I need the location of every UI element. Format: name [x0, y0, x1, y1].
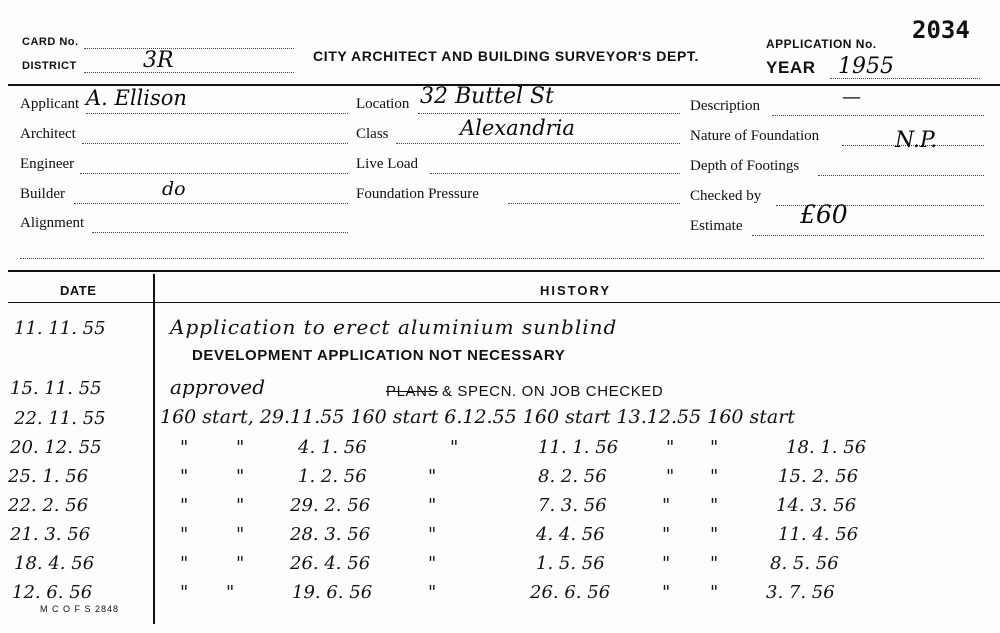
- row-8-ditto-3: ": [428, 524, 437, 545]
- year-label: YEAR: [766, 58, 816, 77]
- row-9-date: 18. 4. 56: [14, 553, 95, 574]
- applicant-value: A. Ellison: [86, 86, 187, 110]
- row-6-date-1: 1. 2. 56: [298, 466, 367, 487]
- builder-line: [74, 203, 348, 204]
- fields-bottom-line: [20, 258, 984, 259]
- card-no-label: CARD No.: [22, 36, 79, 48]
- row-6-date-3: 15. 2. 56: [778, 466, 859, 487]
- class-value: Alexandria: [460, 116, 575, 140]
- row-3-history: approved: [170, 375, 266, 399]
- description-line: [772, 115, 984, 116]
- location-value: 32 Buttel St: [420, 84, 554, 109]
- row-9-date-1: 26. 4. 56: [290, 553, 371, 574]
- engineer-line: [80, 173, 348, 174]
- form-code: M C O F S 2848: [40, 604, 120, 614]
- alignment-label: Alignment: [20, 215, 85, 231]
- row-7-date-1: 29. 2. 56: [290, 495, 371, 516]
- location-label: Location: [356, 96, 410, 112]
- row-4-date: 22. 11. 55: [14, 408, 106, 429]
- nature-of-foundation-label: Nature of Foundation: [690, 128, 820, 144]
- department-title: CITY ARCHITECT AND BUILDING SURVEYOR'S DEPT.: [313, 48, 699, 64]
- row-7-date-2: 7. 3. 56: [538, 495, 607, 516]
- location-line: [418, 113, 680, 114]
- foundation-pressure-line: [508, 203, 680, 204]
- live-load-label: Live Load: [356, 156, 419, 172]
- alignment-line: [92, 232, 348, 233]
- row-3-date: 15. 11. 55: [10, 378, 102, 399]
- table-top-rule: [8, 270, 1000, 272]
- class-line: [396, 143, 680, 144]
- row-7-ditto-1: ": [180, 495, 189, 516]
- row-6-date-2: 8. 2. 56: [538, 466, 607, 487]
- row-9-date-3: 8. 5. 56: [770, 553, 839, 574]
- row-6-ditto-5: ": [710, 466, 719, 487]
- row-7-ditto-3: ": [428, 495, 437, 516]
- row-5-date-2: 11. 1. 56: [538, 437, 619, 458]
- estimate-line: [752, 235, 984, 236]
- table-header-rule: [8, 302, 1000, 303]
- row-8-ditto-2: ": [236, 524, 245, 545]
- row-7-ditto-5: ": [710, 495, 719, 516]
- row-9-date-2: 1. 5. 56: [536, 553, 605, 574]
- row-10-date: 12. 6. 56: [12, 582, 93, 603]
- row-8-date-3: 11. 4. 56: [778, 524, 859, 545]
- row-6-ditto-1: ": [180, 466, 189, 487]
- row-8-date: 21. 3. 56: [10, 524, 91, 545]
- row-6-ditto-3: ": [428, 466, 437, 487]
- date-history-divider: [153, 274, 155, 624]
- row-5-ditto-3: ": [450, 437, 459, 458]
- row-7-ditto-4: ": [662, 495, 671, 516]
- application-no-value: 2034: [912, 16, 970, 44]
- row-4-history: 160 start, 29.11.55 160 start 6.12.55 160 start 13.12.55 160 start: [160, 406, 795, 428]
- row-10-date-3: 3. 7. 56: [766, 582, 835, 603]
- row-5-ditto-2: ": [236, 437, 245, 458]
- row-5-date-1: 4. 1. 56: [298, 437, 367, 458]
- district-line: [84, 72, 294, 73]
- row-8-date-2: 4. 4. 56: [536, 524, 605, 545]
- row-5-date-3: 18. 1. 56: [786, 437, 867, 458]
- row-5-ditto-5: ": [710, 437, 719, 458]
- row-7-date-3: 14. 3. 56: [776, 495, 857, 516]
- nature-of-foundation-value: N.P.: [895, 128, 938, 153]
- depth-of-footings-line: [818, 175, 984, 176]
- row-3-stamp-struck: PLANS: [386, 383, 439, 400]
- live-load-line: [430, 173, 680, 174]
- applicant-label: Applicant: [20, 96, 80, 112]
- row-8-ditto-5: ": [710, 524, 719, 545]
- row-5-ditto-4: ": [666, 437, 675, 458]
- row-5-date: 20. 12. 55: [10, 437, 102, 458]
- district-value: 3R: [143, 48, 174, 73]
- description-value: —: [842, 86, 861, 108]
- row-10-ditto-1: ": [180, 582, 189, 603]
- row-10-ditto-3: ": [428, 582, 437, 603]
- applicant-line: [86, 113, 348, 114]
- row-9-ditto-5: ": [710, 553, 719, 574]
- architect-line: [82, 143, 348, 144]
- row-8-ditto-4: ": [662, 524, 671, 545]
- row-7-ditto-2: ": [236, 495, 245, 516]
- row-6-date: 25. 1. 56: [8, 466, 89, 487]
- depth-of-footings-label: Depth of Footings: [690, 158, 800, 174]
- row-8-date-1: 28. 3. 56: [290, 524, 371, 545]
- foundation-pressure-label: Foundation Pressure: [356, 186, 479, 202]
- row-9-ditto-2: ": [236, 553, 245, 574]
- row-6-ditto-2: ": [236, 466, 245, 487]
- year-value: 1955: [838, 54, 894, 79]
- date-column-header: DATE: [60, 283, 97, 298]
- row-9-ditto-3: ": [428, 553, 437, 574]
- row-10-ditto-2: ": [226, 582, 235, 603]
- estimate-value: £60: [800, 200, 848, 229]
- class-label: Class: [356, 126, 389, 142]
- district-label: DISTRICT: [22, 60, 77, 72]
- row-8-ditto-1: ": [180, 524, 189, 545]
- builder-value: do: [162, 178, 186, 200]
- estimate-label: Estimate: [690, 218, 743, 234]
- row-9-ditto-4: ": [662, 553, 671, 574]
- row-10-date-2: 26. 6. 56: [530, 582, 611, 603]
- card-no-line: [84, 48, 294, 49]
- row-10-ditto-4: ": [662, 582, 671, 603]
- row-1-history: Application to erect aluminium sunblind: [170, 315, 618, 339]
- row-1-date: 11. 11. 55: [14, 318, 106, 339]
- row-9-ditto-1: ": [180, 553, 189, 574]
- application-no-label: APPLICATION No.: [766, 37, 877, 51]
- architect-label: Architect: [20, 126, 76, 142]
- history-column-header: HISTORY: [540, 283, 612, 298]
- row-2-stamp: DEVELOPMENT APPLICATION NOT NECESSARY: [192, 347, 566, 364]
- row-10-date-1: 19. 6. 56: [292, 582, 373, 603]
- description-label: Description: [690, 98, 760, 114]
- checked-by-label: Checked by: [690, 188, 762, 204]
- builder-label: Builder: [20, 186, 65, 202]
- row-5-ditto-1: ": [180, 437, 189, 458]
- row-3-stamp: & SPECN. ON JOB CHECKED: [442, 383, 664, 400]
- row-6-ditto-4: ": [666, 466, 675, 487]
- engineer-label: Engineer: [20, 156, 75, 172]
- row-7-date: 22. 2. 56: [8, 495, 89, 516]
- row-10-ditto-5: ": [710, 582, 719, 603]
